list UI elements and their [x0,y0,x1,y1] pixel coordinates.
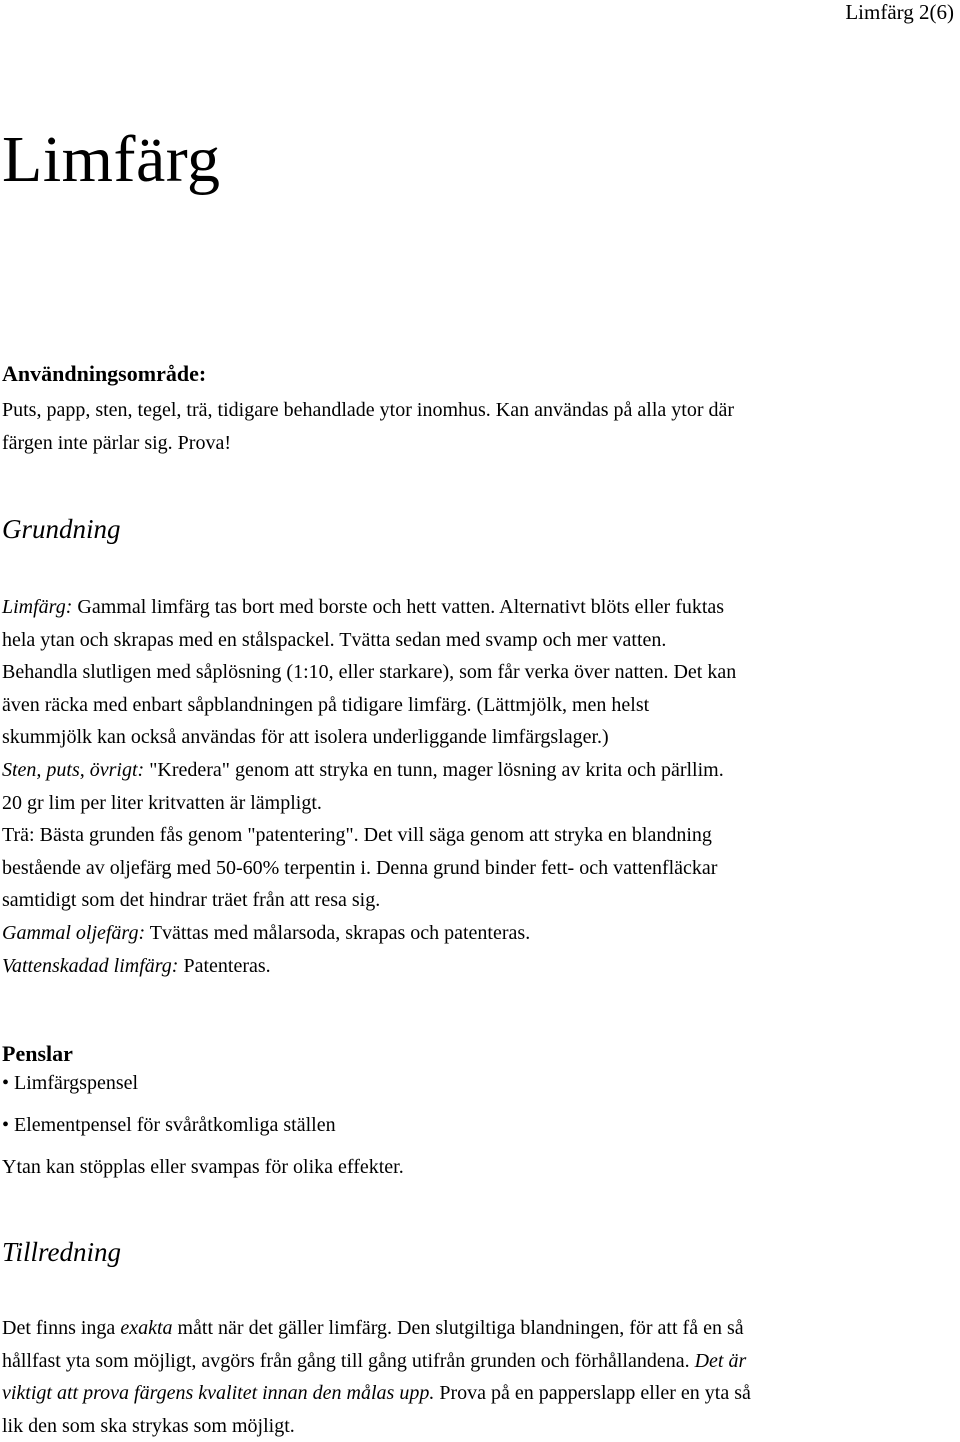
vatten-label: Vattenskadad limfärg: [2,954,179,977]
text-line: bestående av oljefärg med 50-60% terpentin i. Denna grund binder fett- och vattenfläckar [2,856,718,879]
text-line: även räcka med enbart såpblandningen på tidigare limfärg. (Lättmjölk, men helst [2,693,650,716]
grundning-text [2,591,960,982]
section-heading-penslar: Penslar [2,1041,73,1066]
text-line: lik den som ska strykas som möjligt. [2,1414,295,1437]
sten-text: "Kredera" genom att stryka en tunn, mager lösning av krita och pärllim. [144,758,724,781]
text-line: Behandla slutligen med såplösning (1:10, eller starkare), som får verka över natten. Det kan [2,661,737,684]
gammal-text: Tvättas med målarsoda, skrapas och patenteras. [145,921,531,944]
section-heading-anvandning: Användningsområde: [2,361,207,386]
penslar-note: Ytan kan stöpplas eller svampas för olika effekter. [2,1156,404,1178]
text-line: viktigt att prova färgens kvalitet innan den målas upp. Prova på en papperslapp eller en yta så [2,1382,751,1405]
text-line [2,591,960,624]
penslar-list [2,1109,960,1142]
list-item-label: Elementpensel för svåråtkomliga ställen [14,1114,336,1136]
text-line [2,917,960,950]
text-line: Trä: Bästa grunden fås genom "patentering". Det vill säga genom att stryka en blandning [2,824,712,847]
text-line: färgen inte pärlar sig. Prova! [2,431,231,454]
list-item: • Limfärgspensel [2,1072,139,1094]
section-heading-tillredning: Tillredning [2,1237,122,1267]
gammal-label: Gammal oljefärg: [2,921,146,944]
limfarg-label: Limfärg: [2,596,73,618]
text-line: skummjölk kan också användas för att isolera underliggande limfärgslager.) [2,726,609,749]
anvandning-text [2,394,960,459]
limfarg-text: Gammal limfärg tas bort med borste och hett vatten. Alternativt blöts eller fuktas [72,596,725,618]
page-number: Limfärg 2(6) [845,0,954,24]
list-item-label: Limfärgspensel [14,1072,139,1094]
penslar-list [2,1067,960,1100]
section-heading-grundning: Grundning [2,514,121,544]
text-line: 20 gr lim per liter kritvatten är lämpligt. [2,791,322,814]
text-line [2,754,960,787]
page-title: Limfärg [2,123,221,196]
text-line [2,950,960,983]
tillredning-text [2,1312,960,1442]
text-line: samtidigt som det hindrar träet från att resa sig. [2,889,381,912]
list-item: • Elementpensel för svåråtkomliga ställen [2,1114,336,1136]
vatten-text: Patenteras. [178,954,271,977]
sten-label: Sten, puts, övrigt: [2,758,145,781]
text-line: hela ytan och skrapas med en stålspackel. Tvätta sedan med svamp och mer vatten. [2,628,667,651]
text-line: Puts, papp, sten, tegel, trä, tidigare behandlade ytor inomhus. Kan användas på alla ytor där [2,399,735,421]
text-line: hållfast yta som möjligt, avgörs från gång till gång utifrån grunden och förhållandena. Det är [2,1349,747,1372]
text-line: Det finns inga exakta mått när det gäller limfärg. Den slutgiltiga blandningen, för att få en så [2,1317,744,1339]
